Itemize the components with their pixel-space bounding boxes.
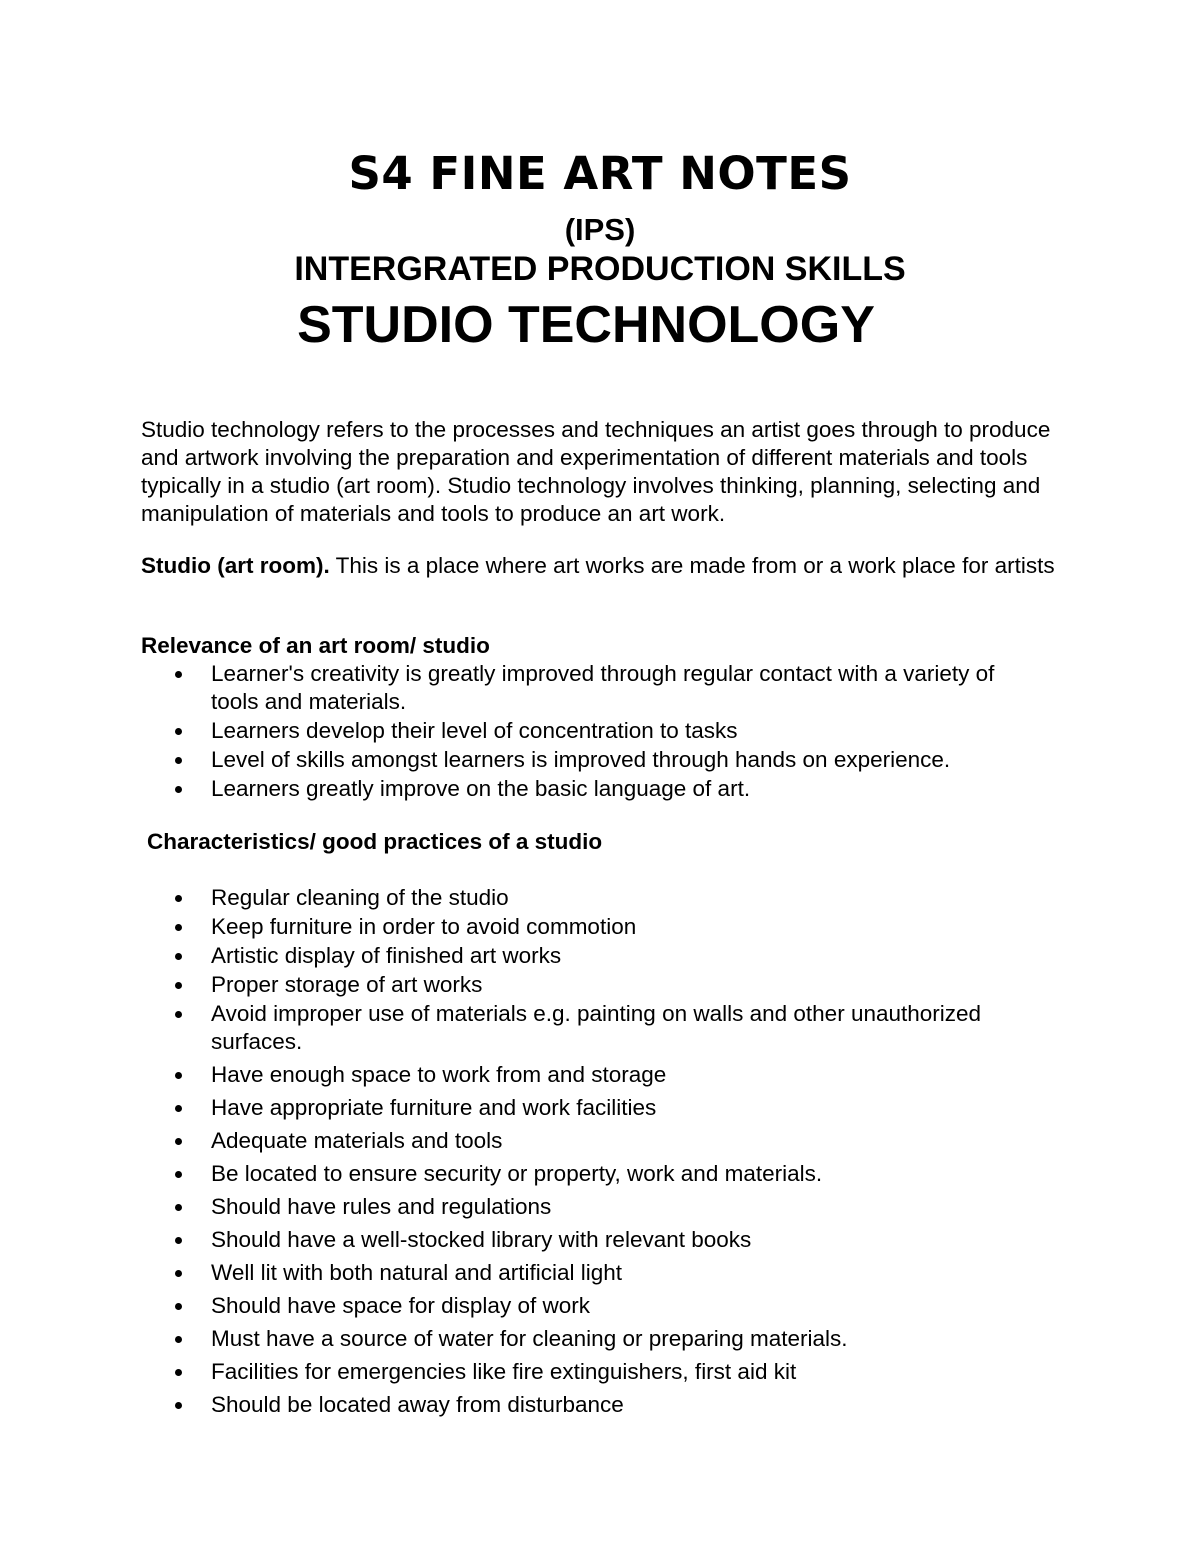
bullet-icon [175,1402,182,1409]
list-item [0,1391,1041,1419]
characteristics-list [0,884,1041,1420]
list-item-text: Learner's creativity is greatly improved through regular contact with a variety of tools and materials. [211,661,995,714]
topic-heading: STUDIO TECHNOLOGY [297,296,875,354]
bullet-icon [175,1171,182,1178]
document-title: S4 FINE ART NOTES [348,147,852,200]
bullet-icon [175,786,182,793]
list-item-text: Adequate materials and tools [211,1128,503,1153]
definition-paragraph [141,552,1071,580]
list-item [0,1094,1041,1122]
list-item [0,1226,1041,1254]
list-item-text: Must have a source of water for cleaning or preparing materials. [211,1326,848,1351]
relevance-list [0,660,1041,804]
list-item-text: Should have space for display of work [211,1293,590,1318]
list-item [0,971,1041,999]
bullet-icon [175,757,182,764]
list-item-text: Should be located away from disturbance [211,1392,624,1417]
list-item [0,1259,1041,1287]
list-item-text: Avoid improper use of materials e.g. painting on walls and other unauthorized surfaces. [211,1001,982,1054]
list-item [0,775,1041,803]
list-item-text: Proper storage of art works [211,972,483,997]
list-item-text: Learners greatly improve on the basic language of art. [211,776,751,801]
bullet-icon [175,895,182,902]
list-item [0,717,1041,745]
list-item [0,1358,1041,1386]
bullet-icon [175,1138,182,1145]
bullet-icon [175,924,182,931]
list-item-text: Should have rules and regulations [211,1194,552,1219]
list-item [0,660,1041,716]
subtitle-abbreviation: (IPS) [564,212,636,247]
list-item-text: Well lit with both natural and artificial light [211,1260,623,1285]
bullet-icon [175,982,182,989]
list-item-text: Facilities for emergencies like fire extinguishers, first aid kit [211,1359,797,1384]
list-item-text: Keep furniture in order to avoid commotion [211,914,637,939]
list-item [0,746,1041,774]
list-item [0,942,1041,970]
list-item [0,1193,1041,1221]
bullet-icon [175,1011,182,1018]
list-item-text: Regular cleaning of the studio [211,885,509,910]
intro-paragraph: Studio technology refers to the processes and techniques an artist goes through to produce and artwork involving the preparation and experimentation of different materials and tools typically in a studio (art room). Studio technology involves thinking, planning, selecting and manipulation of materials and tools to produce an art work. [141,417,1051,526]
bullet-icon [175,1237,182,1244]
list-item-text: Have enough space to work from and storage [211,1062,667,1087]
bullet-icon [175,1204,182,1211]
list-item-text: Have appropriate furniture and work facilities [211,1095,657,1120]
list-item [0,1292,1041,1320]
subtitle-full: INTERGRATED PRODUCTION SKILLS [294,250,906,288]
list-item-text: Be located to ensure security or property, work and materials. [211,1161,823,1186]
list-item [0,884,1041,912]
list-item [0,1325,1041,1353]
list-item [0,1127,1041,1155]
bullet-icon [175,1303,182,1310]
list-item [0,1061,1041,1089]
list-item [0,913,1041,941]
bullet-icon [175,671,182,678]
list-item-text: Level of skills amongst learners is improved through hands on experience. [211,747,951,772]
relevance-heading: Relevance of an art room/ studio [141,633,490,658]
bullet-icon [175,953,182,960]
bullet-icon [175,1105,182,1112]
list-item-text: Should have a well-stocked library with relevant books [211,1227,752,1252]
bullet-icon [175,1336,182,1343]
list-item [0,1000,1041,1056]
list-item-text: Artistic display of finished art works [211,943,562,968]
definition-term: Studio (art room). [141,553,330,578]
bullet-icon [175,1369,182,1376]
bullet-icon [175,728,182,735]
bullet-icon [175,1270,182,1277]
list-item-text: Learners develop their level of concentration to tasks [211,718,738,743]
list-item [0,1160,1041,1188]
bullet-icon [175,1072,182,1079]
characteristics-heading: Characteristics/ good practices of a studio [147,829,603,854]
definition-text: This is a place where art works are made from or a work place for artists [329,553,1055,578]
